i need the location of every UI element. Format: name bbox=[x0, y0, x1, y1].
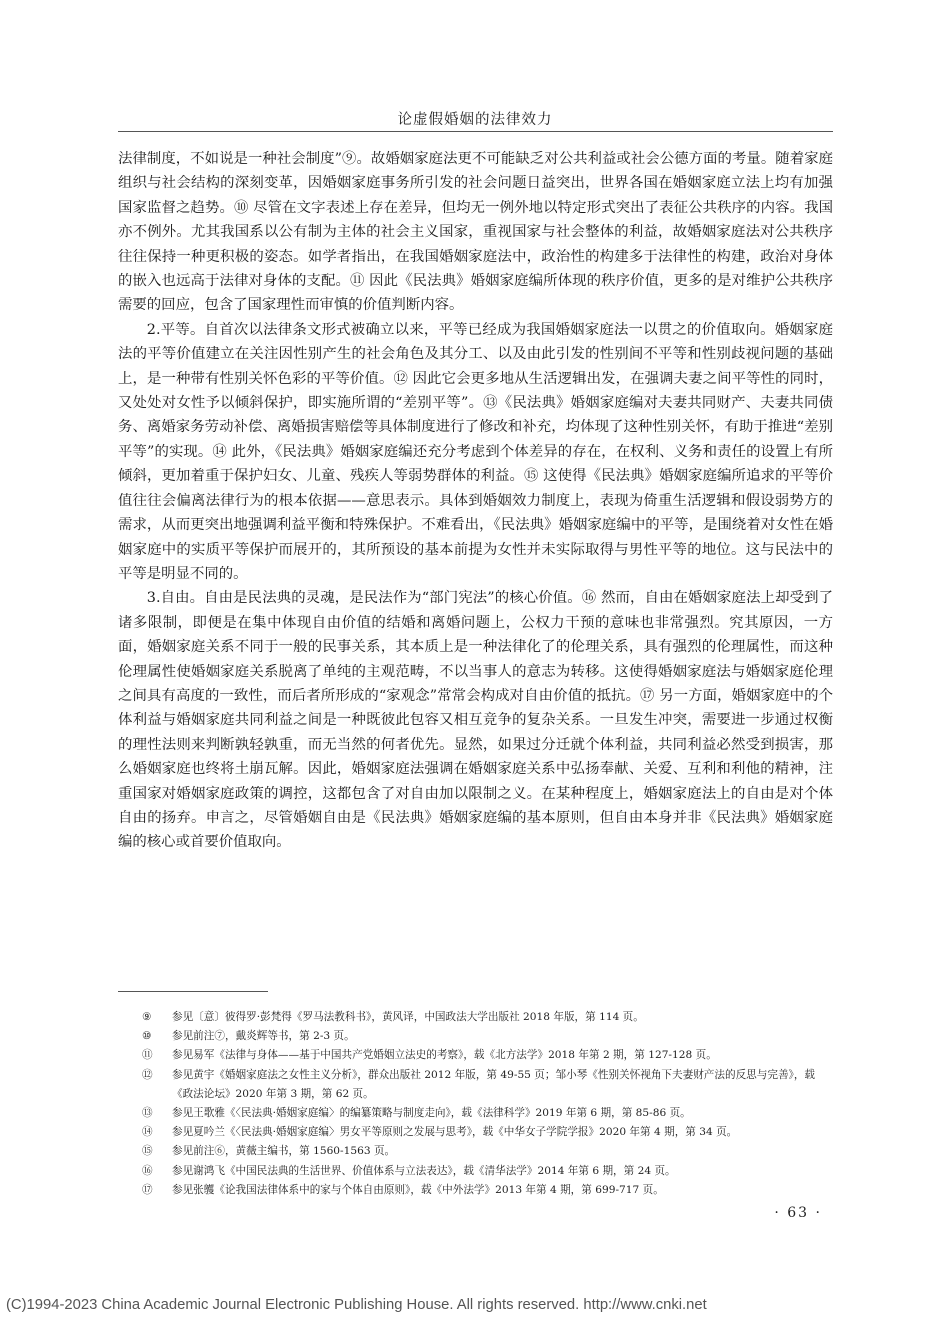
running-head-title: 论虚假婚姻的法律效力 bbox=[397, 112, 553, 128]
footnote bbox=[118, 1142, 833, 1161]
footnote-mark: ⑮ bbox=[142, 1145, 153, 1158]
footnote-text: 参见〔意〕彼得罗·彭梵得《罗马法教科书》，黄风译，中国政法大学出版社 2018 年版，第 114 页。 bbox=[172, 1011, 644, 1023]
header-rule bbox=[118, 131, 833, 132]
footnote-text: 参见前注⑦，戴炎辉等书，第 2-3 页。 bbox=[172, 1030, 355, 1043]
footnote bbox=[118, 1104, 833, 1123]
footnote-text: 参见王歌雅《〈民法典·婚姻家庭编〉的编纂策略与制度走向》，载《法律科学》2019 年第 6 期，第 85-86 页。 bbox=[172, 1107, 691, 1120]
footnote-mark: ⑨ bbox=[142, 1011, 152, 1023]
page-number: · 63 · bbox=[774, 1205, 822, 1221]
footnote-text: 参见张鹱《论我国法律体系中的家与个体自由原则》，载《中外法学》2013 年第 4 期，第 699-717 页。 bbox=[172, 1183, 664, 1196]
body-paragraph: 2.平等。自首次以法律条文形式被确立以来，平等已经成为我国婚姻家庭法一以贯之的价值取向。婚姻家庭法的平等价值建立在关注因性别产生的社会角色及其分工、以及由此引发的性别间不平等和性别歧视问题的基础上，是一种带有性别关怀色彩的平等价值。⑫ 因此它会更多地从生活逻辑出发，在强调夫妻之间平等性的同时，又处处对女性予以倾斜保护，即实施所谓的“差别平等”。⑬《民法典》婚姻家庭编对夫妻共同财产、夫妻共同债务、离婚家务劳动补偿、离婚损害赔偿等具体制度进行了修改和补充，均体现了这种性别关怀，有助于推进“差别平等”的实现。⑭ 此外，《民法典》婚姻家庭编还充分考虑到个体差异的存在，在权利、义务和责任的设置上有所倾斜，更加着重于保护妇女、儿童、残疾人等弱势群体的利益。⑮ 这使得《民法典》婚姻家庭编所追求的平等价值往往会偏离法律行为的根本依据——意思表示。具体到婚姻效力制度上，表现为倚重生活逻辑和假设弱势方的需求，从而更突出地强调利益平衡和特殊保护。不难看出，《民法典》婚姻家庭编中的平等，是围绕着对女性在婚姻家庭中的实质平等保护而展开的，其所预设的基本前提为女性并未实际取得与男性平等的地位。这与民法中的平等是明显不同的。 bbox=[118, 321, 833, 582]
body-paragraph: 法律制度，不如说是一种社会制度”⑨。故婚姻家庭法更不可能缺乏对公共利益或社会公德方面的考量。随着家庭组织与社会结构的深刻变革，因婚姻家庭事务所引发的社会问题日益突出，世界各国在婚姻家庭立法上均有加强国家监督之趋势。⑩ 尽管在文字表述上存在差异，但均无一例外地以特定形式突出了表征公共秩序的内容。我国亦不例外。尤其我国系以公有制为主体的社会主义国家，重视国家与社会整体的利益，故婚姻家庭法对公共秩序往往保持一种更积极的姿态。如学者指出，在我国婚姻家庭法中，政治性的构建多于法律性的构建，政治对身体的嵌入也远高于法律对身体的支配。⑪ 因此《民法典》婚姻家庭编所体现的秩序价值，更多的是对维护公共秩序需要的回应，包含了国家理性而审慎的价值判断内容。 bbox=[118, 151, 833, 314]
footnote-text: 参见易军《法律与身体——基于中国共产党婚姻立法史的考察》，载《北方法学》2018 年第 2 期，第 127-128 页。 bbox=[172, 1049, 717, 1062]
footnote bbox=[118, 1066, 833, 1104]
footnote bbox=[118, 1181, 833, 1200]
footnote-mark: ⑰ bbox=[142, 1183, 153, 1196]
copyright-notice: (C)1994-2023 China Academic Journal Electronic Publishing House. All rights reserved. http://www.cnki.net bbox=[6, 1297, 707, 1313]
footnote bbox=[118, 1027, 833, 1046]
footnote-mark: ⑫ bbox=[142, 1068, 153, 1081]
footnote-text: 参见夏吟兰《〈民法典·婚姻家庭编〉男女平等原则之发展与思考》，载《中华女子学院学报》2020 年第 4 期，第 34 页。 bbox=[172, 1126, 738, 1139]
footnote-mark: ⑯ bbox=[142, 1164, 153, 1177]
footnote-text: 参见谢鸿飞《中国民法典的生活世界、价值体系与立法表达》，载《清华法学》2014 年第 6 期，第 24 页。 bbox=[172, 1164, 676, 1177]
footnote-rule bbox=[118, 991, 268, 992]
footnote-mark: ⑬ bbox=[142, 1107, 153, 1120]
footnotes bbox=[118, 1008, 833, 1200]
article-body bbox=[118, 147, 833, 855]
body-paragraph: 3.自由。自由是民法典的灵魂，是民法作为“部门宪法”的核心价值。⑯ 然而，自由在婚姻家庭法上却受到了诸多限制，即便是在集中体现自由价值的结婚和离婚问题上，公权力干预的意味也非常强烈。究其原因，一方面，婚姻家庭关系不同于一般的民事关系，其本质上是一种法律化了的伦理关系，具有强烈的伦理属性，而这种伦理属性使婚姻家庭关系脱离了单纯的主观范畴，不以当事人的意志为转移。这使得婚姻家庭法与婚姻家庭伦理之间具有高度的一致性，而后者所形成的“家观念”常常会构成对自由价值的抵抗。⑰ 另一方面，婚姻家庭中的个体利益与婚姻家庭共同利益之间是一种既彼此包容又相互竞争的复杂关系。一旦发生冲突，需要进一步通过权衡的理性法则来判断孰轻孰重，而无当然的何者优先。显然，如果过分迁就个体利益，共同利益必然受到损害，那么婚姻家庭也终将土崩瓦解。因此，婚姻家庭法强调在婚姻家庭关系中弘扬奉献、关爱、互利和利他的精神，注重国家对婚姻家庭政策的调控，这都包含了对自由加以限制之义。在某种程度上，婚姻家庭法上的自由是对个体自由的扬弃。申言之，尽管婚姻自由是《民法典》婚姻家庭编的基本原则，但自由本身并非《民法典》婚姻家庭编的核心或首要价值取向。 bbox=[118, 590, 833, 851]
footnote bbox=[118, 1008, 833, 1027]
footnote bbox=[118, 1123, 833, 1142]
footnote-mark: ⑪ bbox=[142, 1049, 153, 1062]
footnote-text: 参见黄宇《婚姻家庭法之女性主义分析》，群众出版社 2012 年版，第 49-55 页；邹小琴《性别关怀视角下夫妻财产法的反思与完善》，载《政法论坛》2020 年第 3 期，第 62 页。 bbox=[172, 1068, 816, 1100]
footnote-mark: ⑩ bbox=[142, 1030, 152, 1043]
footnote-text: 参见前注⑥，黄薇主编书，第 1560-1563 页。 bbox=[172, 1145, 396, 1158]
footnote bbox=[118, 1162, 833, 1181]
footnote-mark: ⑭ bbox=[142, 1126, 153, 1139]
footnote bbox=[118, 1046, 833, 1065]
